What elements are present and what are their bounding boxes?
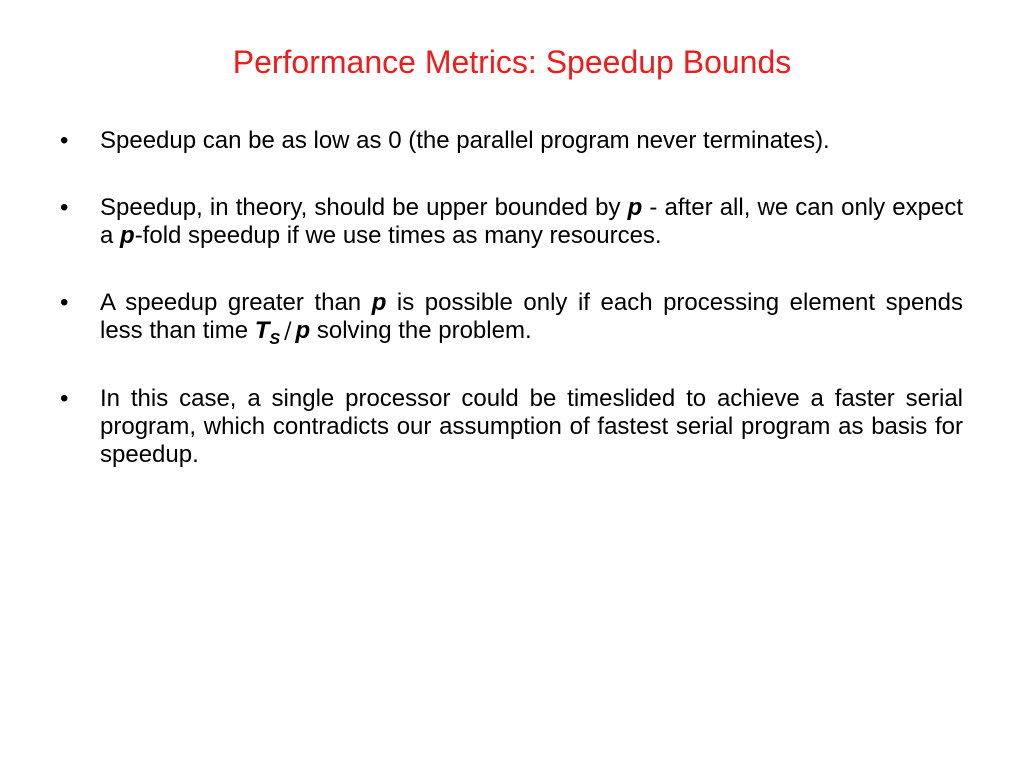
bullet-text: A speedup greater than bbox=[100, 289, 372, 316]
slide-title: Performance Metrics: Speedup Bounds bbox=[232, 44, 792, 80]
bullet-text: -fold speedup if we use times as many resources. bbox=[134, 222, 662, 249]
bullet-list bbox=[56, 127, 963, 508]
variable-p: p bbox=[371, 289, 387, 316]
variable-subscript-S: S bbox=[269, 331, 281, 348]
bullet-marker: • bbox=[60, 385, 69, 412]
division-slash: / bbox=[284, 319, 292, 344]
bullet-text: Speedup can be as low as 0 (the parallel program never terminates). bbox=[100, 127, 830, 154]
bullet-marker: • bbox=[60, 289, 69, 316]
bullet-text: Speedup, in theory, should be upper bounded by bbox=[100, 194, 628, 221]
variable-p: p bbox=[295, 317, 311, 344]
bullet-text: - after all, we can only expect a bbox=[100, 194, 963, 249]
bullet-item-3 bbox=[56, 289, 963, 346]
bullet-text: solving the problem. bbox=[310, 317, 532, 344]
bullet-text: In this case, a single processor could be timeslided to achieve a faster serial program, which contradicts our assumption of fastest serial program as basis for speedup. bbox=[100, 385, 963, 468]
bullet-item-1 bbox=[56, 127, 963, 155]
variable-T: T bbox=[254, 317, 270, 344]
bullet-item-4 bbox=[56, 385, 963, 469]
bullet-marker: • bbox=[60, 127, 69, 154]
variable-p: p bbox=[120, 222, 135, 249]
variable-p: p bbox=[627, 194, 643, 221]
bullet-item-2 bbox=[56, 194, 963, 250]
bullet-marker: • bbox=[60, 194, 69, 221]
bullet-text: is possible only if each processing element spends less than time bbox=[100, 289, 964, 344]
